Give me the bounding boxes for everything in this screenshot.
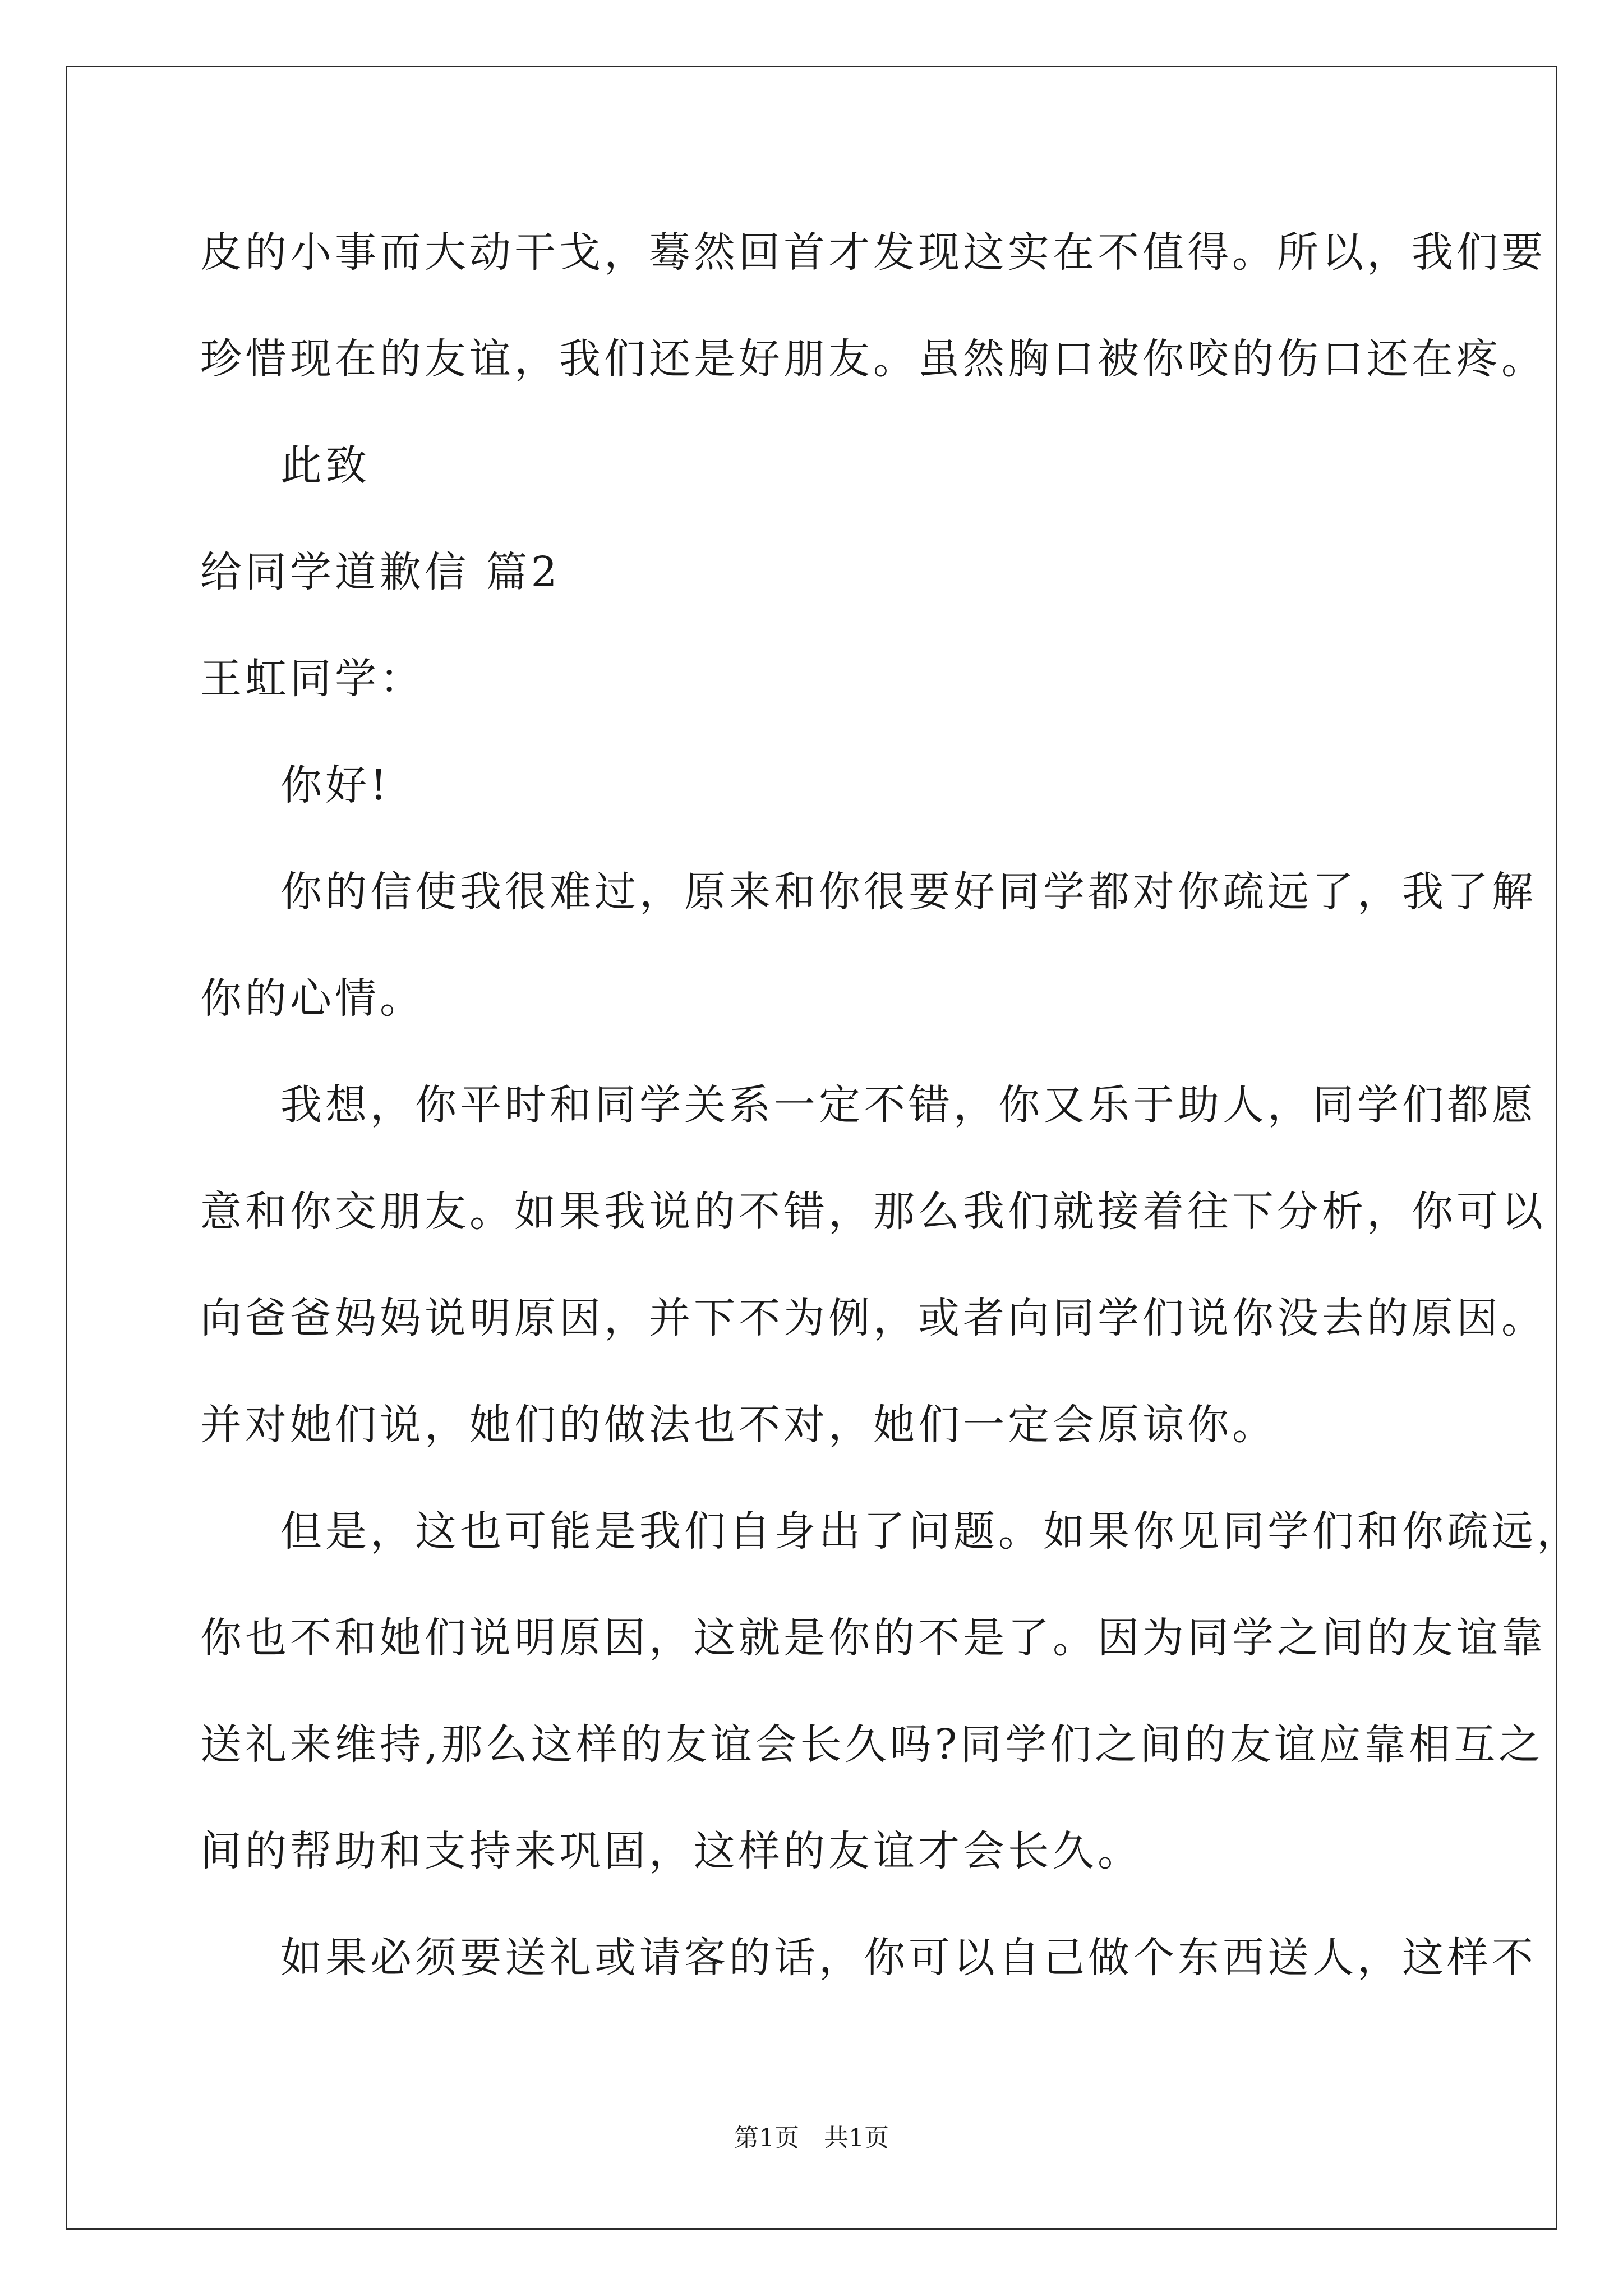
greeting-line: 你好! — [280, 761, 390, 809]
text-line: 但是，这也可能是我们自身出了问题。如果你见同学们和你疏远， — [280, 1507, 1581, 1556]
text-line: 珍惜现在的友谊，我们还是好朋友。虽然胸口被你咬的伤口还在疼。 — [200, 335, 1546, 383]
text-line: 你的心情。 — [200, 974, 425, 1023]
text-line: 并对她们说，她们的做法也不对，她们一定会原谅你。 — [200, 1401, 1277, 1449]
text-line: 送礼来维持,那么这样的友谊会长久吗?同学们之间的友谊应靠相互之 — [200, 1720, 1544, 1769]
text-line: 你的信使我很难过，原来和你很要好同学都对你疏远了，我了解 — [280, 868, 1537, 916]
text-line: 间的帮助和支持来巩固，这样的友谊才会长久。 — [200, 1827, 1142, 1875]
text-line: 意和你交朋友。如果我说的不错，那么我们就接着往下分析，你可以 — [200, 1188, 1546, 1236]
text-line: 如果必须要送礼或请客的话，你可以自己做个东西送人，这样不 — [280, 1934, 1537, 1982]
section-heading: 给同学道歉信 篇2 — [200, 548, 561, 596]
text-line: 我想，你平时和同学关系一定不错，你又乐于助人，同学们都愿 — [280, 1081, 1537, 1129]
recipient-line: 王虹同学： — [200, 655, 425, 703]
text-line: 你也不和她们说明原因，这就是你的不是了。因为同学之间的友谊靠 — [200, 1614, 1546, 1662]
closing-salutation: 此致 — [280, 441, 370, 490]
text-line: 向爸爸妈妈说明原因，并下不为例，或者向同学们说你没去的原因。 — [200, 1294, 1546, 1342]
text-line: 皮的小事而大动干戈，蓦然回首才发现这实在不值得。所以，我们要 — [200, 228, 1546, 277]
page-border — [66, 66, 1557, 2230]
page-number-footer: 第1页 共1页 — [734, 2124, 889, 2152]
